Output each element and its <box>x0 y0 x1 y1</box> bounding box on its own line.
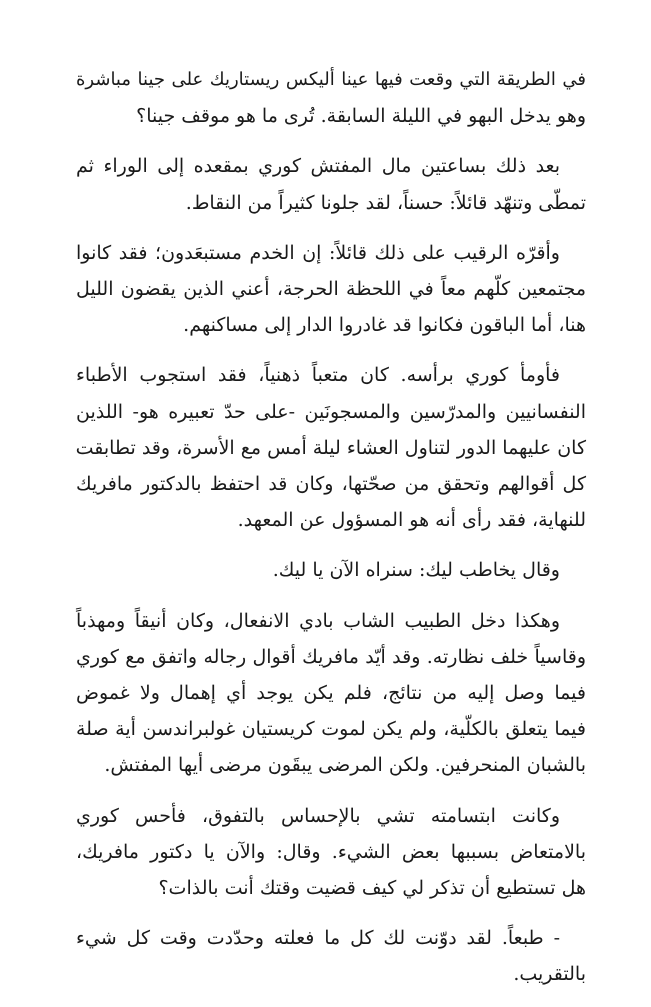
book-page <box>76 62 586 1007</box>
text-line: تمطّى وتنهّد قائلاً: حسناً، لقد جلونا كثيراً من النقاط. <box>185 191 586 214</box>
text-line: وقال يخاطب ليك: سنراه الآن يا ليك. <box>272 559 560 582</box>
text-line: بالشبان المنحرفين. ولكن المرضى يبقَون مرضى أيها المفتش. <box>104 754 586 777</box>
text-line: بالتقريب. <box>513 963 586 986</box>
text-line: فأومأ كوري برأسه. كان متعباً ذهنياً، فقد استجوب الأطباء <box>76 364 560 387</box>
text-line: بالامتعاض بسببها بعض الشيء. وقال: والآن يا دكتور مافريك، <box>76 840 586 863</box>
text-line: هل تستطيع أن تذكر لي كيف قضيت وقتك أنت بالذات؟ <box>158 877 586 900</box>
paragraph <box>76 357 586 538</box>
text-line: - طبعاً. لقد دوّنت لك كل ما فعلته وحدّدت وقت كل شيء <box>76 927 560 950</box>
text-line: للنهاية، فقد رأى أنه هو المسؤول عن المعهد. <box>237 509 586 532</box>
text-line: في الطريقة التي وقعت فيها عينا أليكس ريستاريك على جينا مباشرة <box>76 69 586 90</box>
text-line: وقاسياً خلف نظارته. وقد أيّد مافريك أقوال رجاله واتفق مع كوري <box>76 645 586 668</box>
text-line: وأقرّه الرقيب على ذلك قائلاً: إن الخدم مستبعَدون؛ فقد كانوا <box>76 241 560 264</box>
text-line: وكانت ابتسامته تشي بالإحساس بالتفوق، فأحس كوري <box>76 804 560 827</box>
paragraph <box>76 62 586 134</box>
text-line: مجتمعين كلّهم معاً في اللحظة الحرجة، أعني الذين يقضون الليل <box>76 278 586 301</box>
text-line: كان عليهما الدور لتناول العشاء ليلة أمس مع الأسرة، وقد تطابقت <box>75 436 586 459</box>
paragraph <box>76 552 586 588</box>
text-line: كل أقوالهم وتحقق من صحّتها، وكان قد احتفظ بالدكتور مافريك <box>76 473 586 496</box>
text-line: هنا، أما الباقون فكانوا قد غادروا الدار إلى مساكنهم. <box>183 314 586 337</box>
paragraph <box>76 148 586 220</box>
text-line: فيما يتعلق بالكلّية، ولم يكن لموت كريستيان غولبراندسن أية صلة <box>76 718 586 741</box>
text-line: وهو يدخل البهو في الليلة السابقة. تُرى ما هو موقف جينا؟ <box>136 105 586 128</box>
text-line: النفسانيين والمدرّسين والمسجونَين -على حدّ تعبيره هو- اللذين <box>76 400 586 423</box>
paragraph <box>76 235 586 344</box>
text-line: وهكذا دخل الطبيب الشاب بادي الانفعال، وكان أنيقاً ومهذباً <box>76 609 560 632</box>
paragraph <box>76 798 586 907</box>
text-line: فيما وصل إليه من نتائج، فلم يكن يوجد أي إهمال ولا غموض <box>76 682 586 705</box>
text-line: بعد ذلك بساعتين مال المفتش كوري بمقعده إلى الوراء ثم <box>76 155 560 178</box>
paragraph <box>76 603 586 784</box>
paragraph <box>76 920 586 992</box>
